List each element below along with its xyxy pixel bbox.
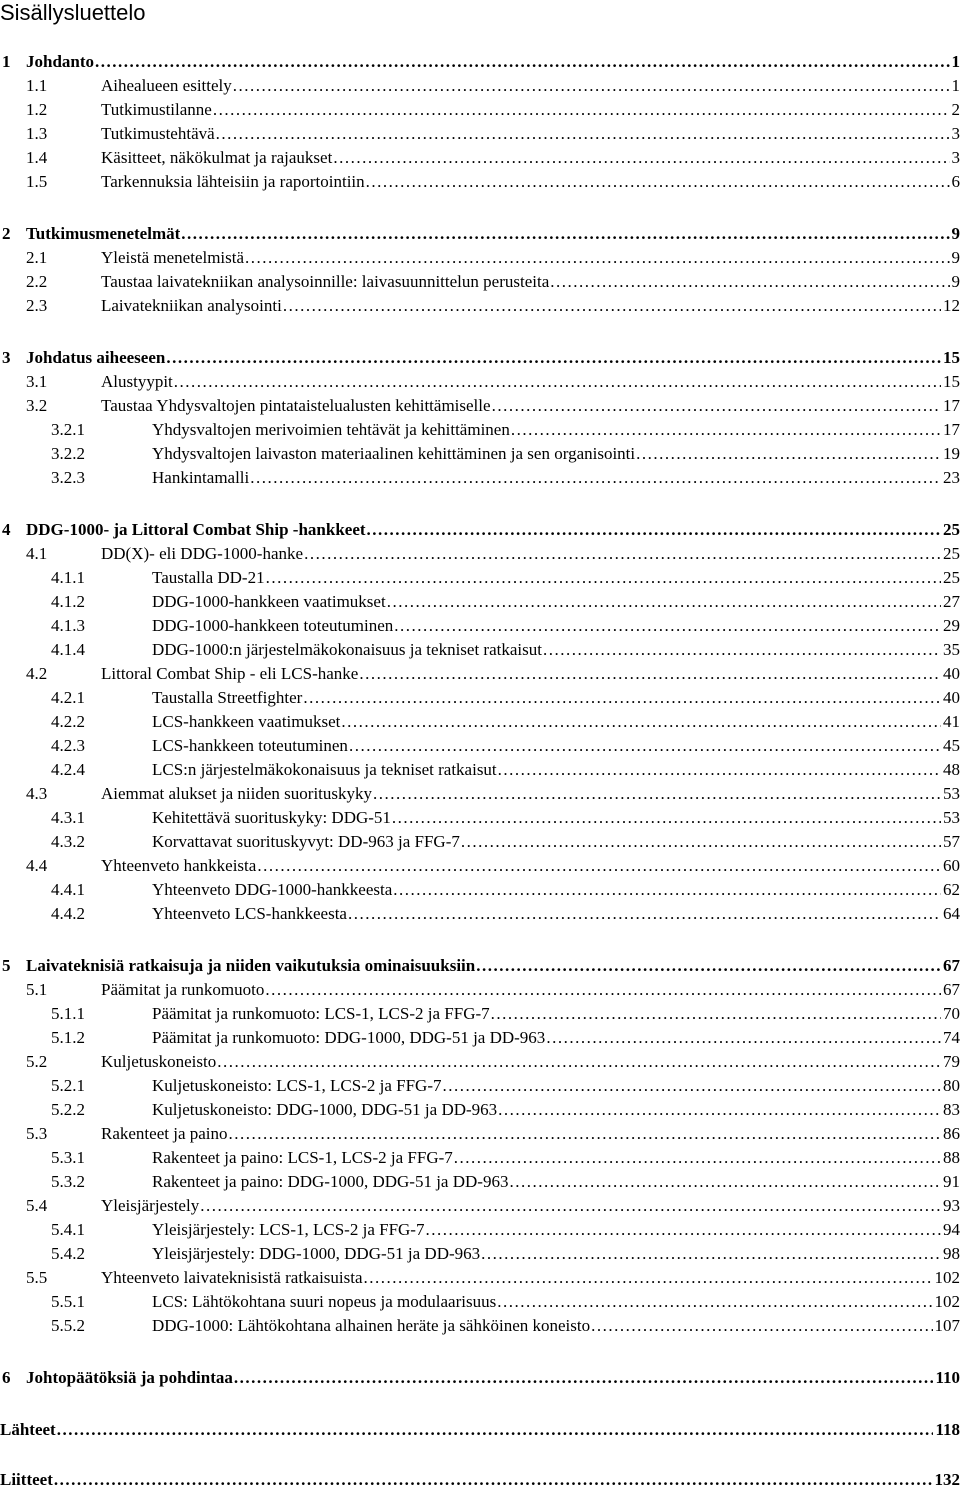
toc-entry-number: 4.2.1 [51, 688, 85, 707]
toc-entry-page: 57 [943, 832, 960, 851]
toc-entry-title: Littoral Combat Ship - eli LCS-hanke [101, 664, 359, 683]
dot-leader [393, 879, 941, 901]
toc-entry-number: 4.3.2 [51, 832, 85, 851]
toc-entry[interactable] [0, 543, 960, 565]
toc-entry-title: Aiemmat alukset ja niiden suorituskyky [101, 784, 373, 803]
dot-leader [636, 443, 941, 465]
dot-leader [57, 1419, 934, 1441]
toc-entry-number: 4.1.1 [51, 568, 85, 587]
toc-entry-title: Tutkimustilanne [101, 100, 212, 119]
toc-entry-page: 53 [943, 808, 960, 827]
dot-leader [387, 591, 941, 613]
toc-entry-page: 41 [943, 712, 960, 731]
toc-entry-title: LCS-hankkeen toteutuminen [152, 736, 348, 755]
dot-leader [233, 75, 950, 97]
toc-entry[interactable] [0, 1051, 960, 1073]
dot-leader [213, 99, 950, 121]
dot-leader [511, 419, 941, 441]
toc-entry-title: LCS-hankkeen vaatimukset [152, 712, 341, 731]
toc-entry-number: 5.1.2 [51, 1028, 85, 1047]
toc-entry[interactable] [0, 123, 960, 145]
dot-leader [54, 1469, 933, 1491]
toc-entry-number: 5.5.2 [51, 1316, 85, 1335]
toc-entry-number: 1.3 [26, 124, 48, 143]
toc-entry[interactable] [0, 1291, 960, 1313]
toc-entry-page: 6 [951, 172, 960, 191]
toc-entry-page: 9 [951, 224, 960, 243]
toc-entry-title: Kuljetuskoneisto: DDG-1000, DDG-51 ja DD-963 [152, 1100, 498, 1119]
dot-leader [250, 467, 941, 489]
toc-entry[interactable] [0, 735, 960, 757]
toc-entry-page: 1 [951, 76, 960, 95]
dot-leader [394, 615, 941, 637]
toc-entry[interactable] [0, 591, 960, 613]
toc-entry-title: Tutkimusmenetelmät [26, 224, 181, 243]
toc-entry-page: 91 [943, 1172, 960, 1191]
dot-leader [95, 51, 949, 73]
toc-entry-number: 4.4 [26, 856, 48, 875]
dot-leader [181, 223, 949, 245]
dot-leader [333, 147, 949, 169]
dot-leader [200, 1195, 941, 1217]
toc-entry[interactable] [0, 247, 960, 269]
toc-entry[interactable] [0, 1075, 960, 1097]
toc-entry-page: 23 [943, 468, 960, 487]
toc-entry[interactable] [0, 395, 960, 417]
toc-entry-title: Taustalla DD-21 [152, 568, 265, 587]
toc-entry-title: Kuljetuskoneisto: LCS-1, LCS-2 ja FFG-7 [152, 1076, 442, 1095]
dot-leader [442, 1075, 941, 1097]
toc-entry-page: 132 [934, 1470, 960, 1489]
toc-entry[interactable] [0, 99, 960, 121]
toc-entry-page: 35 [943, 640, 960, 659]
toc-entry-number: 5.1.1 [51, 1004, 85, 1023]
toc-entry-title: Hankintamalli [152, 468, 250, 487]
toc-entry-number: 5.4.2 [51, 1244, 85, 1263]
toc-entry-title: Käsitteet, näkökulmat ja rajaukset [101, 148, 333, 167]
toc-entry[interactable] [0, 1315, 960, 1337]
toc-entry[interactable] [0, 567, 960, 589]
toc-entry[interactable] [0, 1123, 960, 1145]
toc-entry-number: 1.4 [26, 148, 48, 167]
dot-leader [546, 1027, 941, 1049]
toc-entry[interactable] [0, 687, 960, 709]
toc-entry-title: Yleisjärjestely [101, 1196, 200, 1215]
toc-entry-title: DD(X)- eli DDG-1000-hanke [101, 544, 304, 563]
toc-entry-title: Aihealueen esittely [101, 76, 232, 95]
toc-entry-number: 5 [2, 956, 11, 975]
toc-entry-page: 15 [943, 372, 960, 391]
toc-entry-title: Yleistä menetelmistä [101, 248, 245, 267]
toc-entry-number: 4.2 [26, 664, 48, 683]
toc-entry-title: Tutkimustehtävä [101, 124, 215, 143]
toc-entry[interactable] [0, 147, 960, 169]
dot-leader [364, 1267, 933, 1289]
toc-entry[interactable] [0, 1267, 960, 1289]
dot-leader [174, 371, 941, 393]
toc-entry[interactable] [0, 271, 960, 293]
toc-entry-number: 5.3 [26, 1124, 48, 1143]
toc-entry-page: 17 [943, 396, 960, 415]
dot-leader [266, 567, 941, 589]
toc-entry-page: 102 [934, 1268, 960, 1287]
toc-entry-page: 3 [951, 148, 960, 167]
toc-entry-title: Johdatus aiheeseen [26, 348, 166, 367]
dot-leader [366, 171, 950, 193]
toc-entry-page: 88 [943, 1148, 960, 1167]
dot-leader [509, 1171, 941, 1193]
toc-entry[interactable] [0, 419, 960, 441]
toc-entry-number: 2.2 [26, 272, 48, 291]
toc-entry-title: DDG-1000-hankkeen vaatimukset [152, 592, 386, 611]
toc-entry[interactable] [0, 615, 960, 637]
toc-entry-title: Päämitat ja runkomuoto: LCS-1, LCS-2 ja FFG-7 [152, 1004, 490, 1023]
toc-entry-title: DDG-1000:n järjestelmäkokonaisuus ja tekniset ratkaisut [152, 640, 542, 659]
toc-entry-number: 3.2.3 [51, 468, 85, 487]
toc-entry-number: 4.1.2 [51, 592, 85, 611]
toc-entry-title: Yleisjärjestely: DDG-1000, DDG-51 ja DD-963 [152, 1244, 481, 1263]
toc-entry-page: 48 [943, 760, 960, 779]
toc-entry-page: 67 [943, 956, 960, 975]
toc-entry[interactable] [0, 663, 960, 685]
toc-entry[interactable] [0, 1367, 960, 1389]
toc-entry-page: 107 [934, 1316, 960, 1335]
dot-leader [217, 1051, 941, 1073]
toc-entry-title: Lähteet [0, 1420, 56, 1439]
toc-entry-page: 83 [943, 1100, 960, 1119]
toc-entry-number: 3.2 [26, 396, 48, 415]
dot-leader [591, 1315, 932, 1337]
toc-entry-title: DDG-1000- ja Littoral Combat Ship -hankkeet [26, 520, 366, 539]
toc-entry[interactable] [0, 443, 960, 465]
toc-entry[interactable] [0, 955, 960, 977]
toc-entry[interactable] [0, 1099, 960, 1121]
dot-leader [476, 955, 941, 977]
toc-entry-title: Johdanto [26, 52, 95, 71]
toc-entry[interactable] [0, 639, 960, 661]
toc-entry[interactable] [0, 1171, 960, 1193]
page-title: Sisällysluettelo [0, 0, 146, 25]
dot-leader [373, 783, 941, 805]
toc-entry[interactable] [0, 1419, 960, 1441]
toc-entry-page: 29 [943, 616, 960, 635]
dot-leader [498, 1099, 941, 1121]
toc-entry-number: 4 [2, 520, 11, 539]
toc-entry-number: 5.3.1 [51, 1148, 85, 1167]
toc-entry[interactable] [0, 783, 960, 805]
dot-leader [543, 639, 941, 661]
toc-entry-page: 9 [951, 272, 960, 291]
toc-entry[interactable] [0, 51, 960, 73]
toc-entry[interactable] [0, 903, 960, 925]
toc-entry-title: Alustyypit [101, 372, 173, 391]
toc-entry[interactable] [0, 1195, 960, 1217]
dot-leader [491, 1003, 941, 1025]
toc-entry-page: 27 [943, 592, 960, 611]
toc-entry-title: Liitteet [0, 1470, 53, 1489]
toc-entry-title: LCS: Lähtökohtana suuri nopeus ja modulaarisuus [152, 1292, 497, 1311]
toc-entry-title: Yhteenveto hankkeista [101, 856, 257, 875]
toc-entry-page: 25 [943, 520, 960, 539]
toc-entry[interactable] [0, 467, 960, 489]
toc-entry-number: 1.1 [26, 76, 48, 95]
toc-entry-page: 74 [943, 1028, 960, 1047]
toc-entry-title: Laivateknisiä ratkaisuja ja niiden vaikutuksia ominaisuuksiin [26, 956, 476, 975]
toc-entry-title: Rakenteet ja paino [101, 1124, 228, 1143]
dot-leader [498, 759, 941, 781]
dot-leader [367, 519, 941, 541]
toc-entry-page: 9 [951, 248, 960, 267]
toc-entry-page: 64 [943, 904, 960, 923]
dot-leader [166, 347, 941, 369]
toc-entry-page: 79 [943, 1052, 960, 1071]
dot-leader [257, 855, 941, 877]
toc-entry[interactable] [0, 171, 960, 193]
toc-entry-page: 40 [943, 664, 960, 683]
toc-entry[interactable] [0, 1469, 960, 1491]
toc-entry-number: 4.4.1 [51, 880, 85, 899]
toc-entry[interactable] [0, 879, 960, 901]
dot-leader [265, 979, 941, 1001]
dot-leader [425, 1219, 941, 1241]
toc-entry-page: 62 [943, 880, 960, 899]
toc-entry-number: 4.3.1 [51, 808, 85, 827]
toc-entry-title: DDG-1000: Lähtökohtana alhainen heräte ja sähköinen koneisto [152, 1316, 591, 1335]
toc-entry-page: 19 [943, 444, 960, 463]
toc-entry-title: Kuljetuskoneisto [101, 1052, 217, 1071]
toc-entry-number: 5.2.1 [51, 1076, 85, 1095]
toc-entry-page: 40 [943, 688, 960, 707]
toc-entry[interactable] [0, 1003, 960, 1025]
toc-entry-title: LCS:n järjestelmäkokonaisuus ja tekniset ratkaisut [152, 760, 497, 779]
toc-entry-page: 45 [943, 736, 960, 755]
toc-entry-title: Taustaa Yhdysvaltojen pintataistelualusten kehittämiselle [101, 396, 491, 415]
toc-entry[interactable] [0, 371, 960, 393]
dot-leader [497, 1291, 932, 1313]
dot-leader [454, 1147, 941, 1169]
toc-entry-page: 25 [943, 568, 960, 587]
toc-entry-title: Taustalla Streetfighter [152, 688, 303, 707]
toc-entry-number: 5.3.2 [51, 1172, 85, 1191]
toc-entry-number: 3.1 [26, 372, 48, 391]
toc-entry[interactable] [0, 295, 960, 317]
toc-entry-page: 60 [943, 856, 960, 875]
toc-entry[interactable] [0, 75, 960, 97]
toc-entry[interactable] [0, 711, 960, 733]
toc-entry-number: 2.3 [26, 296, 48, 315]
toc-entry-page: 93 [943, 1196, 960, 1215]
toc-entry[interactable] [0, 519, 960, 541]
toc-entry[interactable] [0, 979, 960, 1001]
toc-entry-page: 3 [951, 124, 960, 143]
toc-entry-number: 3.2.2 [51, 444, 85, 463]
toc-entry-page: 12 [943, 296, 960, 315]
toc-entry-title: Laivatekniikan analysointi [101, 296, 282, 315]
toc-entry-title: Rakenteet ja paino: LCS-1, LCS-2 ja FFG-7 [152, 1148, 453, 1167]
toc-entry[interactable] [0, 1147, 960, 1169]
toc-entry-number: 5.1 [26, 980, 48, 999]
dot-leader [304, 543, 941, 565]
toc-entry-number: 4.2.3 [51, 736, 85, 755]
toc-entry-number: 1.5 [26, 172, 48, 191]
dot-leader [349, 735, 941, 757]
toc-entry-number: 4.2.4 [51, 760, 85, 779]
toc-entry-page: 80 [943, 1076, 960, 1095]
toc-entry[interactable] [0, 1027, 960, 1049]
toc-entry[interactable] [0, 1243, 960, 1265]
toc-entry[interactable] [0, 855, 960, 877]
toc-entry-number: 1.2 [26, 100, 48, 119]
toc-entry-page: 2 [951, 100, 960, 119]
toc-entry-number: 5.5 [26, 1268, 48, 1287]
toc-entry-number: 5.2.2 [51, 1100, 85, 1119]
toc-entry[interactable] [0, 759, 960, 781]
toc-entry-number: 4.3 [26, 784, 48, 803]
dot-leader [359, 663, 941, 685]
toc-entry-title: Yleisjärjestely: LCS-1, LCS-2 ja FFG-7 [152, 1220, 425, 1239]
toc-entry-number: 4.1.3 [51, 616, 85, 635]
toc-entry-title: Johtopäätöksiä ja pohdintaa [26, 1368, 233, 1387]
dot-leader [229, 1123, 941, 1145]
toc-entry[interactable] [0, 1219, 960, 1241]
toc-entry[interactable] [0, 831, 960, 853]
toc-entry[interactable] [0, 223, 960, 245]
toc-entry-page: 15 [943, 348, 960, 367]
toc-entry-title: Kehitettävä suorituskyky: DDG-51 [152, 808, 391, 827]
dot-leader [550, 271, 949, 293]
toc-entry-number: 5.4 [26, 1196, 48, 1215]
dot-leader [303, 687, 941, 709]
toc-entry-title: Yhteenveto laivateknisistä ratkaisuista [101, 1268, 363, 1287]
toc-entry-title: Korvattavat suorituskyvyt: DD-963 ja FFG-7 [152, 832, 460, 851]
dot-leader [481, 1243, 941, 1265]
toc-entry-title: Rakenteet ja paino: DDG-1000, DDG-51 ja DD-963 [152, 1172, 509, 1191]
dot-leader [348, 903, 941, 925]
toc-entry-number: 5.4.1 [51, 1220, 85, 1239]
toc-entry-page: 70 [943, 1004, 960, 1023]
dot-leader [234, 1367, 934, 1389]
toc-entry[interactable] [0, 807, 960, 829]
toc-entry-title: DDG-1000-hankkeen toteutuminen [152, 616, 394, 635]
toc-entry-number: 4.4.2 [51, 904, 85, 923]
toc-entry-page: 25 [943, 544, 960, 563]
toc-entry-number: 1 [2, 52, 11, 71]
toc-entry-title: Yhteenveto LCS-hankkeesta [152, 904, 347, 923]
toc-entry-page: 17 [943, 420, 960, 439]
toc-entry-page: 102 [934, 1292, 960, 1311]
toc-entry-page: 67 [943, 980, 960, 999]
toc-entry-page: 1 [951, 52, 960, 71]
toc-entry-number: 3 [2, 348, 11, 367]
toc-entry-page: 110 [935, 1368, 960, 1387]
toc-entry-page: 118 [935, 1420, 960, 1439]
toc-entry-page: 94 [943, 1220, 960, 1239]
toc-entry-number: 3.2.1 [51, 420, 85, 439]
toc-entry-page: 98 [943, 1244, 960, 1263]
toc-entry-title: Yhdysvaltojen merivoimien tehtävät ja kehittäminen [152, 420, 510, 439]
toc-entry-number: 6 [2, 1368, 11, 1387]
toc-entry-title: Päämitat ja runkomuoto [101, 980, 265, 999]
toc-entry-number: 2.1 [26, 248, 48, 267]
toc-entry-page: 53 [943, 784, 960, 803]
dot-leader [461, 831, 941, 853]
dot-leader [341, 711, 941, 733]
toc-entry-title: Taustaa laivatekniikan analysoinnille: laivasuunnittelun perusteita [101, 272, 550, 291]
toc-entry-title: Tarkennuksia lähteisiin ja raportointiin [101, 172, 365, 191]
dot-leader [216, 123, 950, 145]
dot-leader [245, 247, 949, 269]
toc-entry-number: 5.5.1 [51, 1292, 85, 1311]
dot-leader [392, 807, 941, 829]
toc-entry-number: 2 [2, 224, 11, 243]
toc-entry-number: 5.2 [26, 1052, 48, 1071]
toc-entry-number: 4.2.2 [51, 712, 85, 731]
toc-entry-title: Yhdysvaltojen laivaston materiaalinen kehittäminen ja sen organisointi [152, 444, 636, 463]
dot-leader [492, 395, 941, 417]
toc-entry-title: Yhteenveto DDG-1000-hankkeesta [152, 880, 393, 899]
toc-entry[interactable] [0, 347, 960, 369]
toc-entry-title: Päämitat ja runkomuoto: DDG-1000, DDG-51 ja DD-963 [152, 1028, 546, 1047]
toc-entry-page: 86 [943, 1124, 960, 1143]
toc-entry-number: 4.1.4 [51, 640, 85, 659]
toc-entry-number: 4.1 [26, 544, 48, 563]
dot-leader [283, 295, 941, 317]
